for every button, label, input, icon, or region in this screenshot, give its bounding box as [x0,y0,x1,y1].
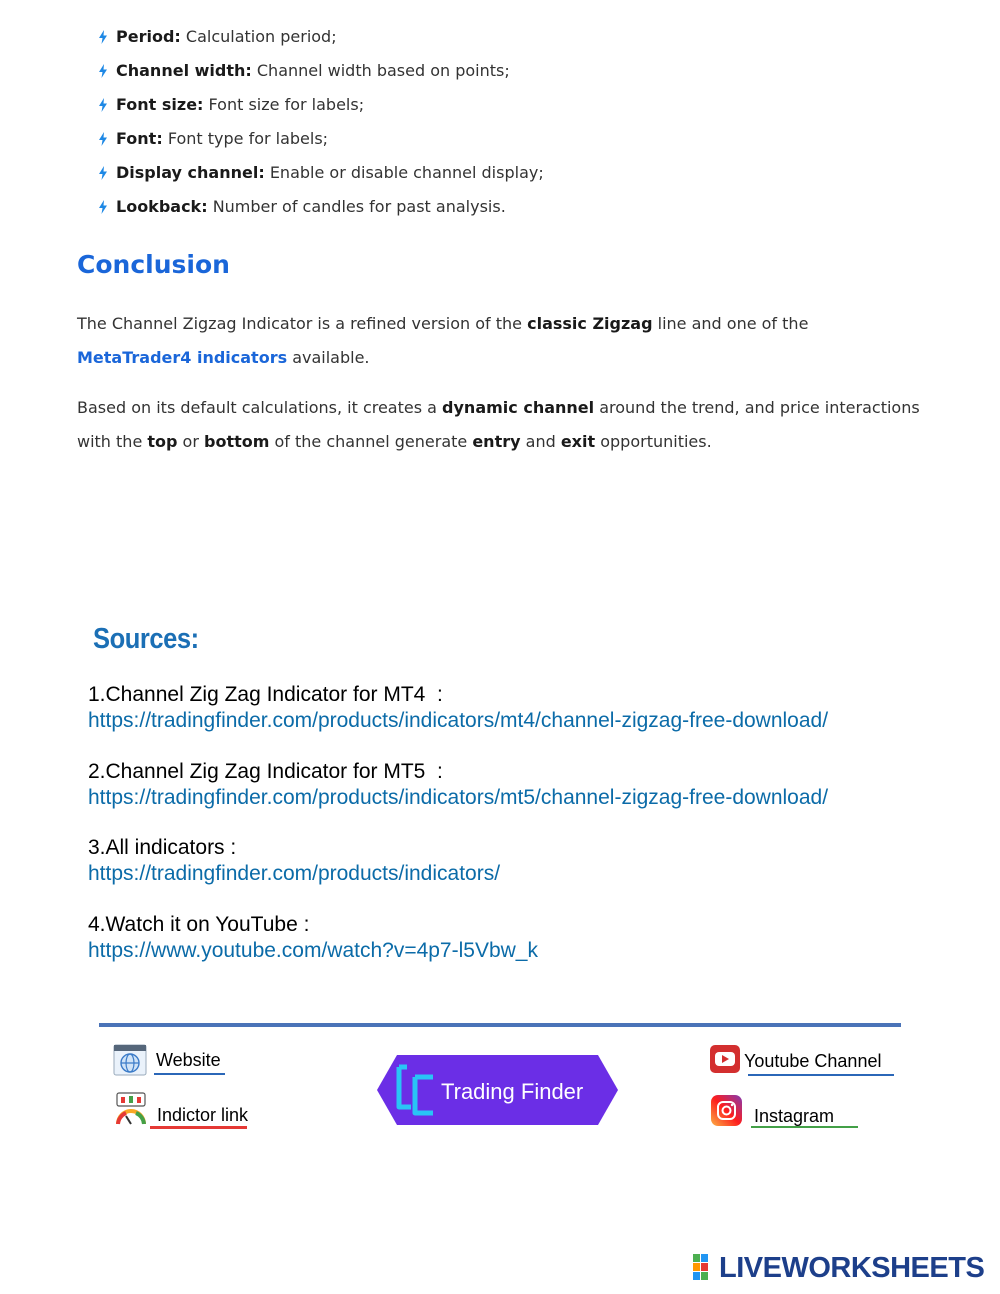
youtube-underline [748,1074,894,1076]
text-run: The Channel Zigzag Indicator is a refined version of the [77,314,528,333]
param-term: Font: [116,129,163,148]
param-term: Lookback: [116,197,208,216]
lightning-bullet-icon [98,64,108,78]
sources-heading: Sources: [93,623,199,655]
list-item [98,196,544,230]
param-desc: Enable or disable channel display; [269,163,544,182]
list-item [98,162,544,196]
lightning-bullet-icon [98,200,108,214]
lightning-bullet-icon [98,166,108,180]
text-run: line and one of the [652,314,809,333]
trading-finder-logo [377,1055,618,1125]
liveworksheets-watermark: LIVEWORKSHEETS [719,1252,985,1284]
param-desc: Font type for labels; [167,129,329,148]
list-item [98,26,544,60]
list-item [98,60,544,94]
source-link[interactable]: https://tradingfinder.com/products/indicators/mt5/channel-zigzag-free-download/ [88,786,829,809]
source-item [88,835,500,887]
text-run: and [520,432,561,451]
param-desc: Calculation period; [185,27,337,46]
bold-run: classic Zigzag [527,314,653,333]
bold-run: exit [560,432,596,451]
param-desc: Channel width based on points; [256,61,510,80]
conclusion-paragraph-1 [77,307,937,375]
parameter-list [98,26,544,230]
param-desc: Number of candles for past analysis. [212,197,506,216]
source-item [88,759,828,811]
bold-run: bottom [204,432,270,451]
param-term: Font size: [116,95,204,114]
param-desc: Font size for labels; [208,95,365,114]
text-run: around the trend, and price interactions with the [77,398,920,451]
text-run: Based on its default calculations, it creates a [77,398,443,417]
bold-run: top [147,432,178,451]
text-run: opportunities. [595,432,712,451]
source-item [88,912,538,964]
source-link[interactable]: https://tradingfinder.com/products/indicators/mt4/channel-zigzag-free-download/ [88,709,829,732]
source-label: 3.All indicators : [88,836,237,859]
globe-icon [113,1044,147,1076]
source-link[interactable]: https://www.youtube.com/watch?v=4p7-l5Vbw_k [88,939,538,962]
lightning-bullet-icon [98,132,108,146]
website-underline [154,1073,225,1075]
conclusion-heading: Conclusion [77,250,230,279]
param-term: Channel width: [116,61,252,80]
website-link[interactable]: Website [156,1050,221,1070]
indicator-gauge-icon [114,1092,148,1126]
metatrader4-indicators-link[interactable]: MetaTrader4 indicators [77,348,288,367]
bold-run: entry [472,432,521,451]
source-label: 2.Channel Zig Zag Indicator for MT5 : [88,760,443,783]
text-run: available. [287,348,370,367]
youtube-channel-link[interactable]: Youtube Channel [744,1051,882,1071]
conclusion-paragraph-2 [77,391,937,459]
lightning-bullet-icon [98,98,108,112]
source-link[interactable]: https://tradingfinder.com/products/indicators/ [88,862,501,885]
liveworksheets-logo-icon [693,1252,717,1284]
source-item [88,682,828,734]
bold-run: dynamic channel [442,398,595,417]
indicator-underline [150,1126,247,1129]
param-term: Period: [116,27,181,46]
param-term: Display channel: [116,163,265,182]
instagram-underline [751,1126,858,1128]
text-run: of the channel generate [269,432,473,451]
instagram-link[interactable]: Instagram [754,1106,835,1126]
instagram-icon [711,1095,742,1126]
list-item [98,94,544,128]
text-run: or [177,432,205,451]
logo-text: Trading Finder [441,1079,584,1104]
youtube-icon [710,1045,740,1073]
source-label: 1.Channel Zig Zag Indicator for MT4 : [88,683,443,706]
source-label: 4.Watch it on YouTube : [88,913,310,936]
footer-divider [99,1023,901,1027]
list-item [98,128,544,162]
lightning-bullet-icon [98,30,108,44]
indicator-link[interactable]: Indictor link [157,1105,249,1125]
